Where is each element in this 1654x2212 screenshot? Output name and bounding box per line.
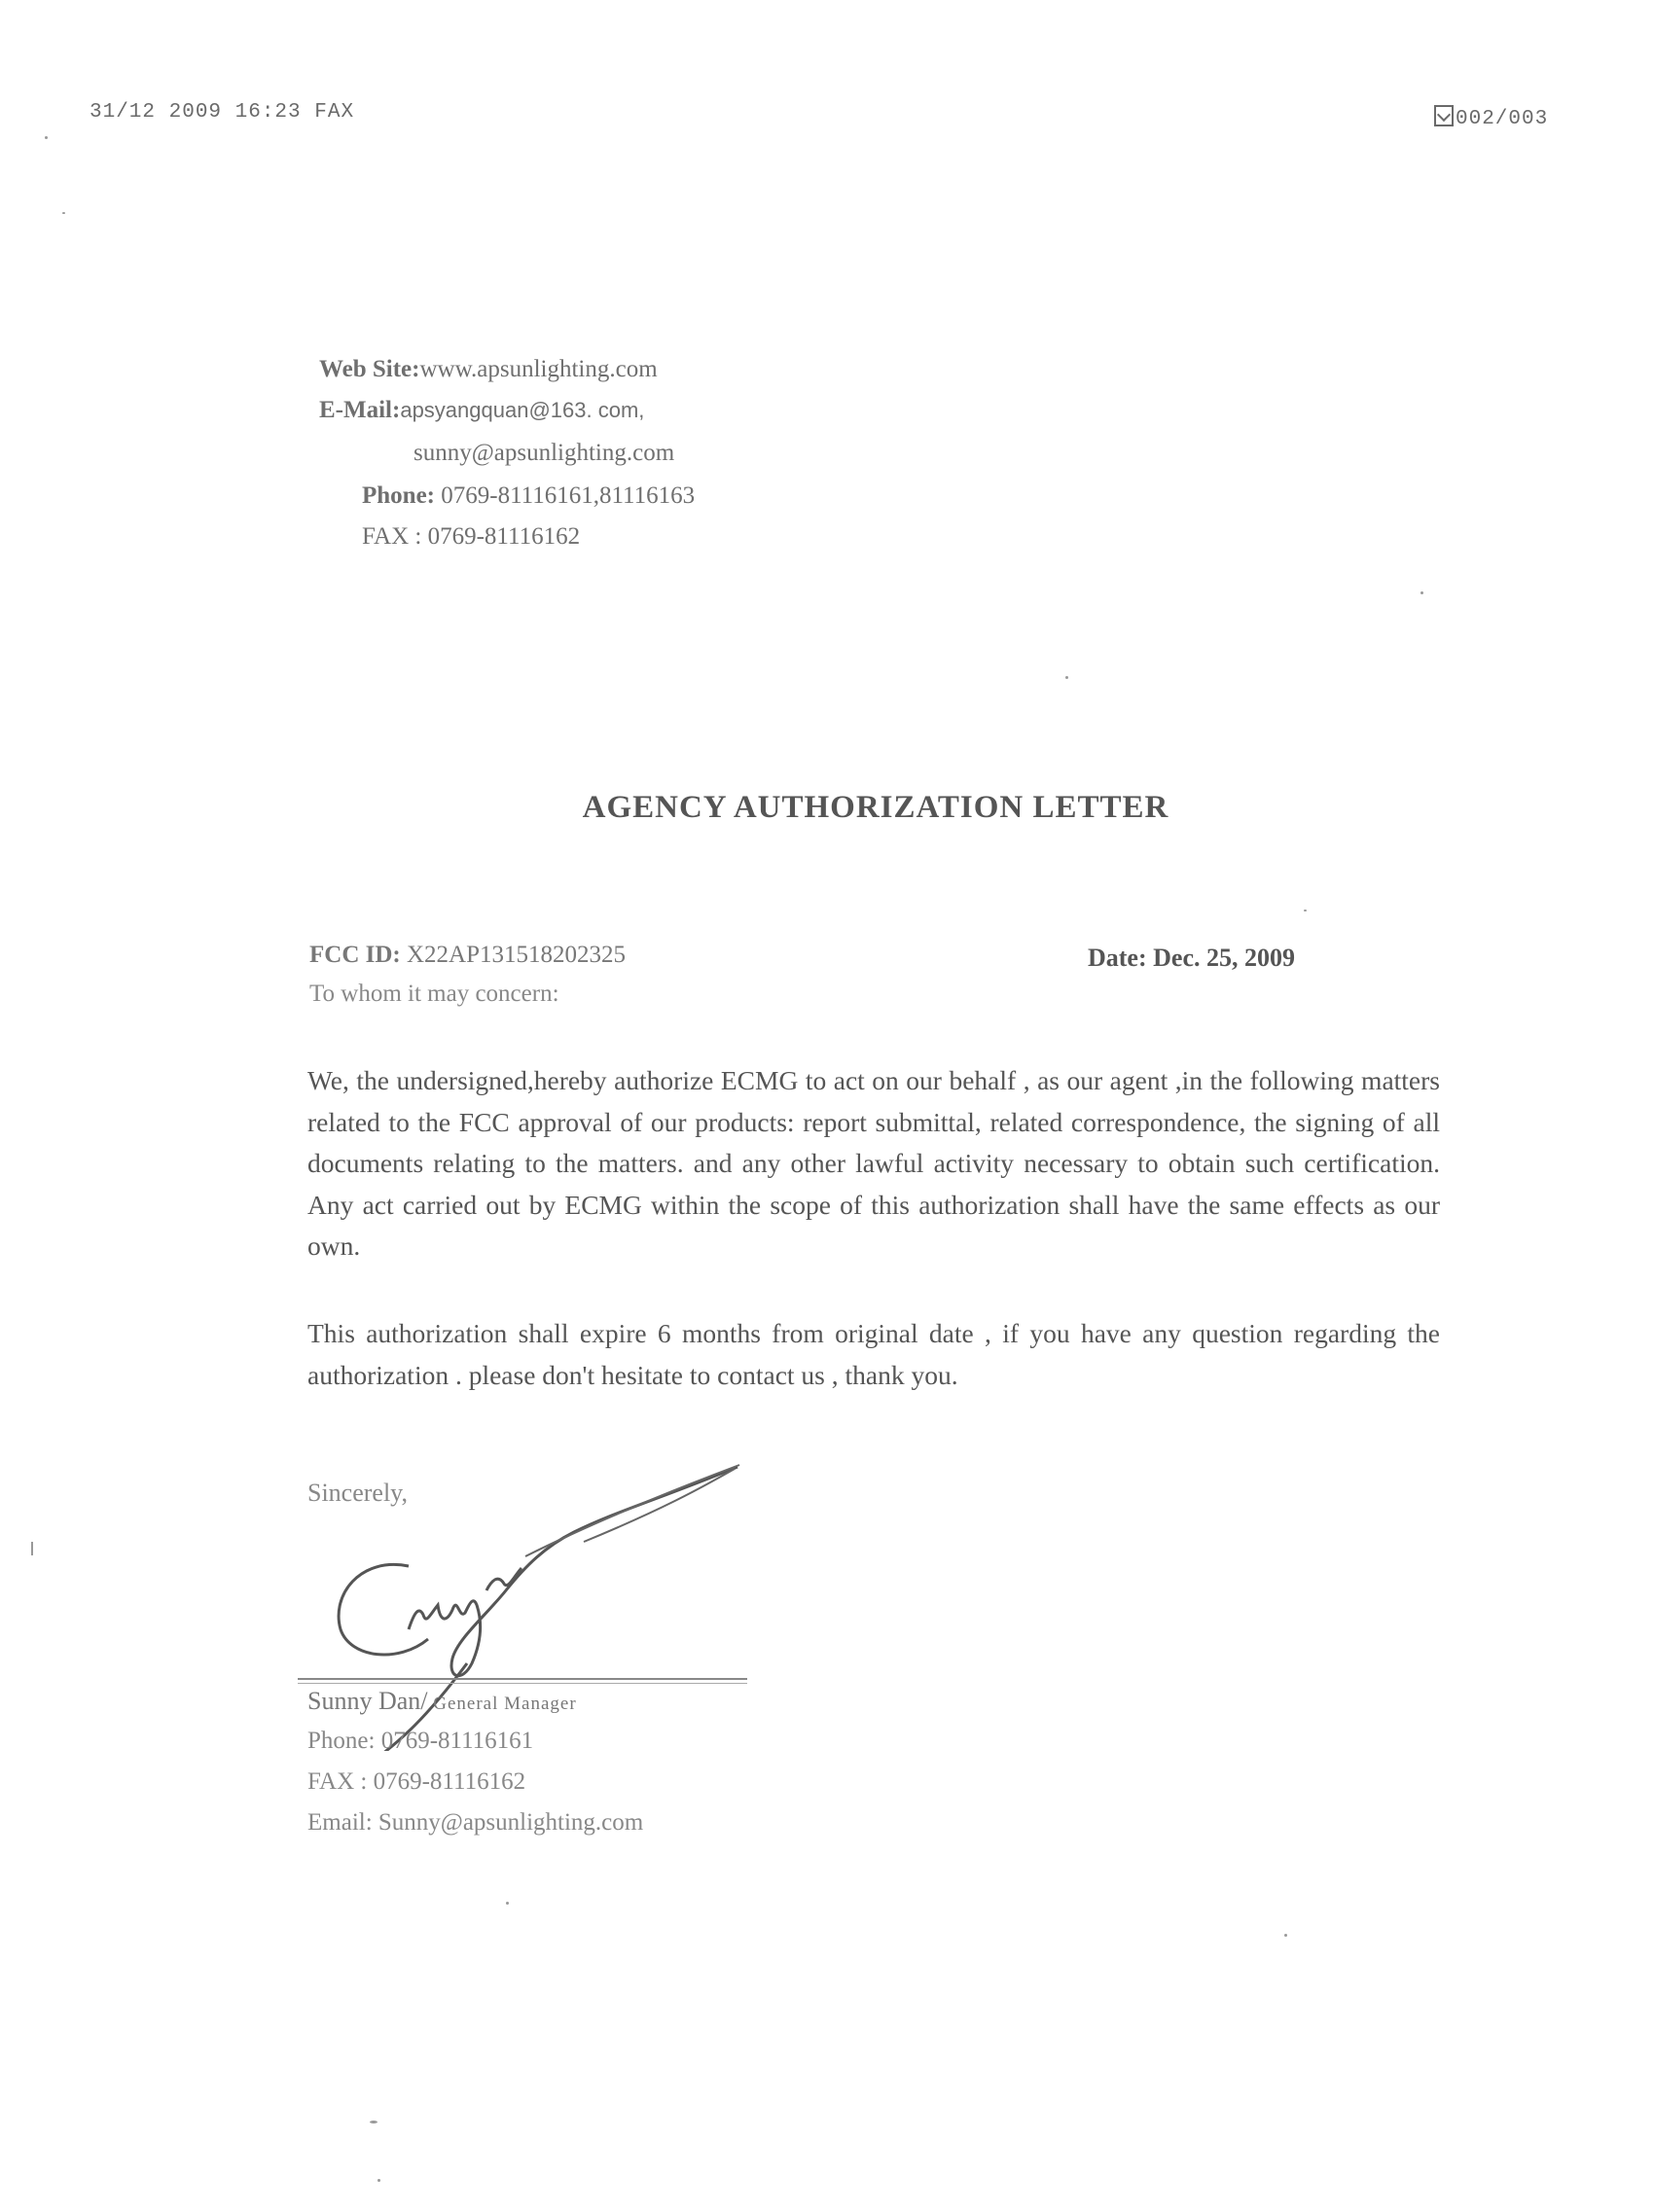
fcc-id-value: X22AP131518202325 <box>400 942 627 968</box>
signature-line-shadow <box>298 1683 747 1684</box>
signature-line <box>298 1678 747 1680</box>
signatory-name-text: Sunny Dan/ <box>307 1687 428 1715</box>
letter-greeting: To whom it may concern: <box>309 981 559 1007</box>
letter-title-text: AGENCY AUTHORIZATION LETTER <box>582 790 1169 825</box>
letter-paragraph-expiry: This authorization shall expire 6 months from original date , if you have any question regarding the authorization . please don't hesitate to contact us , thank you. <box>307 1318 1440 1390</box>
signatory-role: General Manager <box>427 1694 577 1714</box>
letter-closing: Sincerely, <box>307 1479 408 1507</box>
contact-phone-value: 0769-81116161,81116163 <box>441 482 696 509</box>
contact-email-label: E-Mail: <box>319 397 401 423</box>
scan-speck <box>1284 1934 1287 1937</box>
scan-speck <box>62 212 65 214</box>
signatory-name <box>307 1687 577 1716</box>
contact-website-label: Web Site: <box>319 356 420 382</box>
fcc-id <box>309 942 626 969</box>
scan-speck <box>506 1902 509 1905</box>
scan-speck <box>1065 676 1068 679</box>
scan-speck <box>378 2179 380 2182</box>
fax-page-counter <box>1434 105 1548 130</box>
letter-title <box>0 790 1654 826</box>
contact-website-value: www.apsunlighting.com <box>419 356 658 382</box>
fcc-id-label: FCC ID: <box>309 942 401 968</box>
contact-fax <box>362 523 580 551</box>
contact-email-secondary: sunny@apsunlighting.com <box>414 440 675 466</box>
contact-website <box>319 356 658 383</box>
letter-paragraph-authorization: We, the undersigned,hereby authorize ECMG to act on our behalf , as our agent ,in the following matters related to the FCC approval of our products: report submittal, related correspondence, the signing of all documents relating to the matters. and any other lawful activity necessary to obtain such certification. Any act carried out by ECMG within the scope of this authorization shall have the same effects as our own. <box>307 1065 1440 1261</box>
signatory-email: Email: Sunny@apsunlighting.com <box>307 1809 644 1836</box>
fax-check-icon <box>1434 105 1454 126</box>
scan-speck <box>370 2121 378 2123</box>
contact-email <box>319 397 644 424</box>
contact-fax-label: FAX : <box>362 523 428 550</box>
signatory-phone: Phone: 0769-81116161 <box>307 1728 534 1754</box>
scan-speck <box>1420 591 1423 594</box>
scan-speck <box>31 1542 33 1555</box>
fax-timestamp: 31/12 2009 16:23 FAX <box>90 101 355 124</box>
scan-speck <box>45 136 48 139</box>
scan-speck <box>1304 910 1307 911</box>
fax-page-number: 002/003 <box>1456 108 1549 130</box>
contact-fax-value: 0769-81116162 <box>427 523 581 550</box>
contact-phone-label: Phone: <box>362 482 442 509</box>
contact-email-value: apsyangquan@163. com, <box>400 398 645 422</box>
letter-date: Date: Dec. 25, 2009 <box>1088 944 1295 972</box>
signatory-fax: FAX : 0769-81116162 <box>307 1768 526 1795</box>
contact-phone <box>362 482 695 510</box>
